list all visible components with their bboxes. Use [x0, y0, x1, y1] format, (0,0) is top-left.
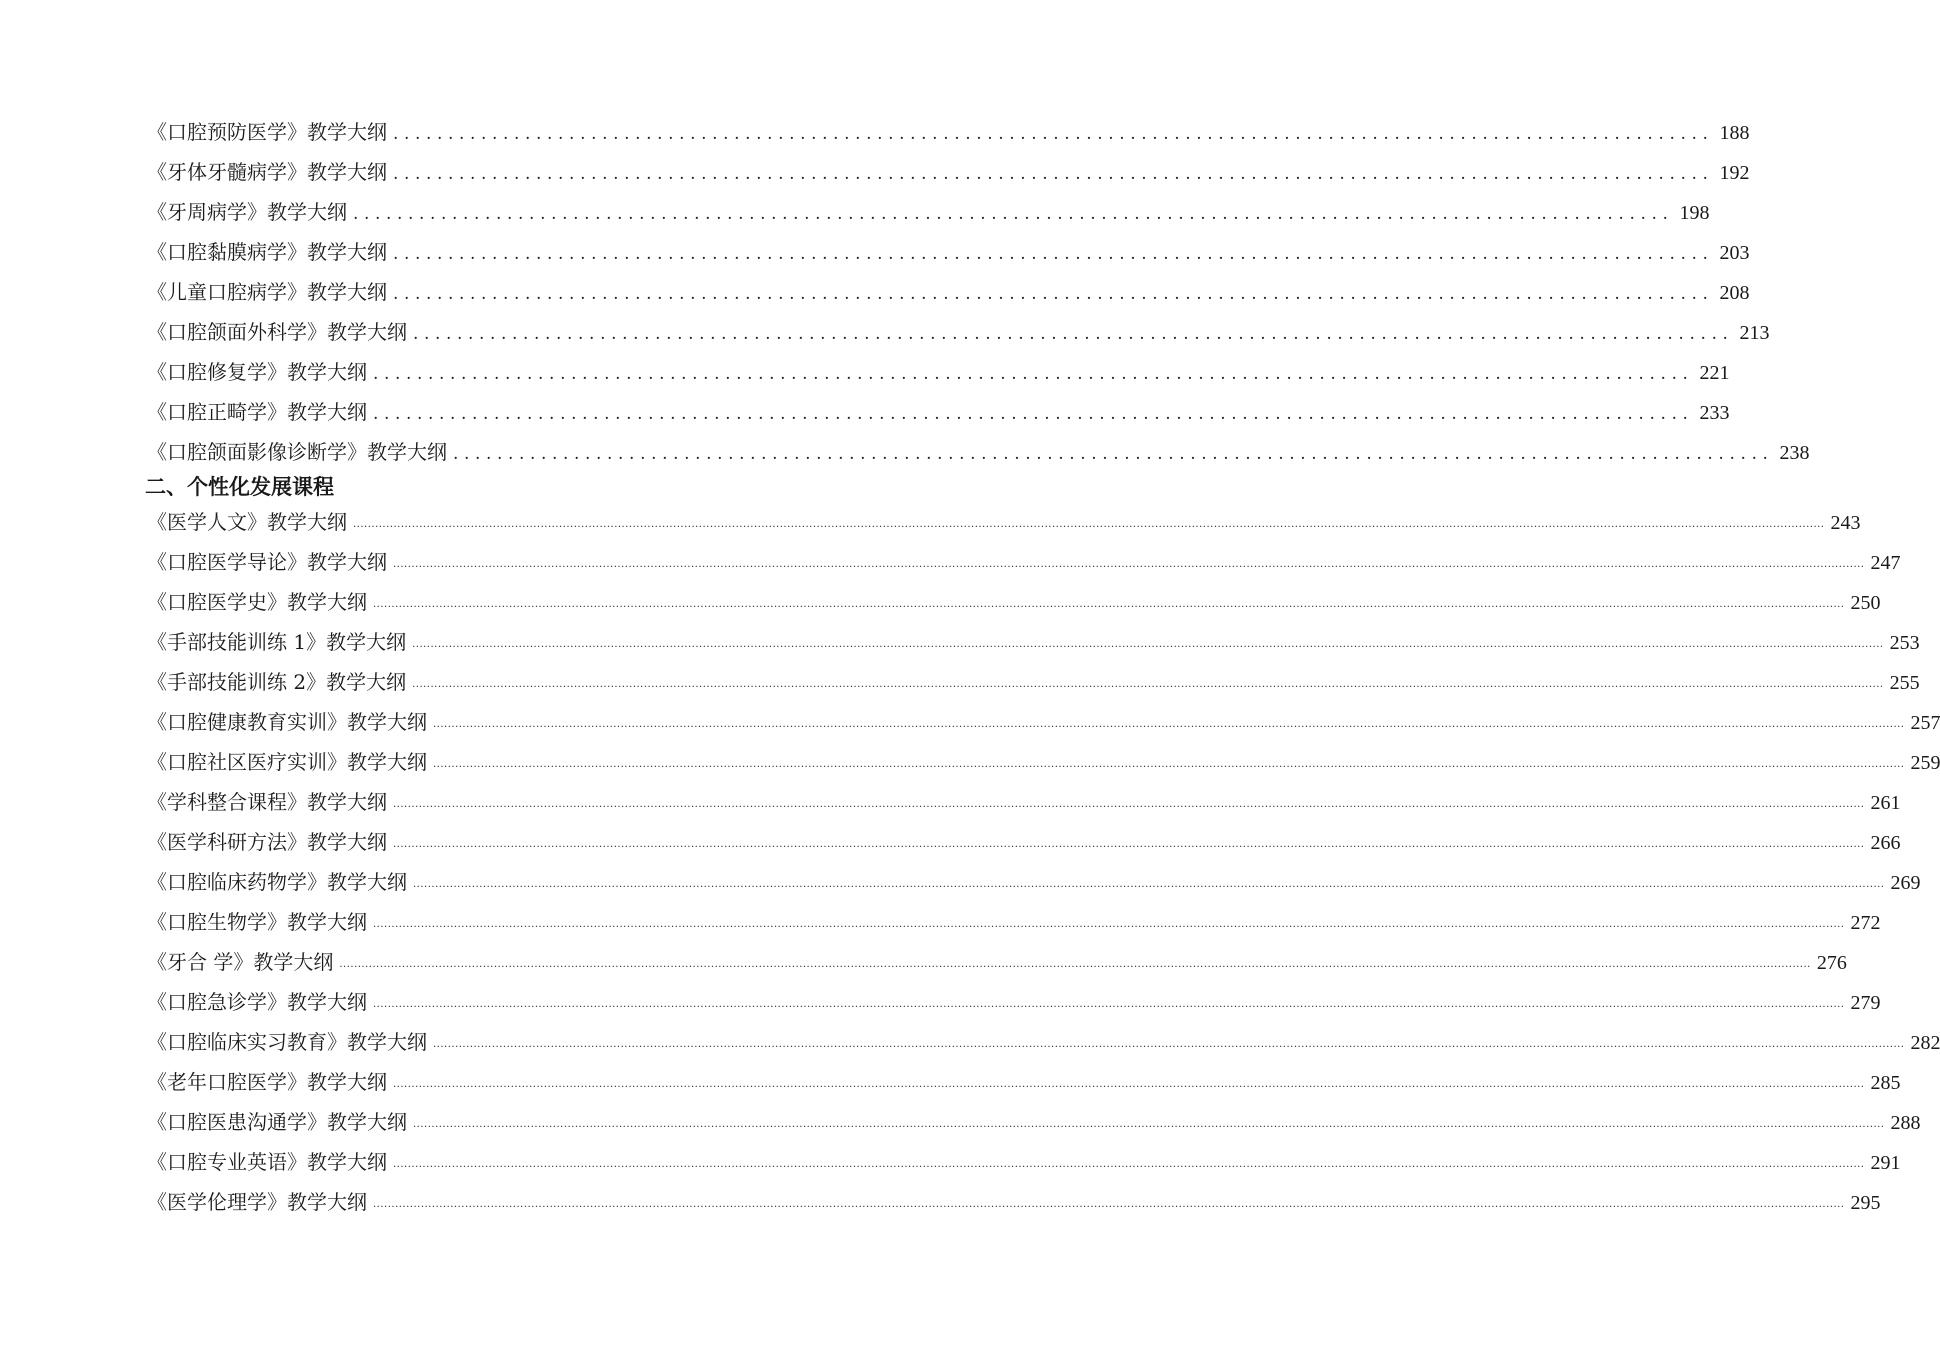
toc-entry-title: 《口腔医学史》教学大纲 — [147, 590, 367, 614]
toc-entry[interactable] — [147, 622, 1920, 662]
toc-dot-leader: ................................................................................................................................................................................................................................................................................................................................................................................................................ — [412, 639, 1884, 650]
toc-dot-leader: ........................................................................................................................ — [373, 404, 1694, 424]
toc-entry-title: 《口腔修复学》教学大纲 — [147, 360, 367, 384]
toc-part1-list — [147, 112, 1810, 472]
toc-entry[interactable] — [147, 742, 1940, 782]
toc-entry[interactable] — [147, 1102, 1921, 1142]
toc-entry[interactable] — [147, 112, 1750, 152]
toc-dot-leader: ................................................................................................................................................................................................................................................................................................................................................................................................................ — [393, 559, 1865, 570]
toc-dot-leader: ........................................................................................................................ — [413, 324, 1734, 344]
toc-entry-title: 《手部技能训练 1》教学大纲 — [147, 630, 407, 654]
toc-page-number: 285 — [1870, 1072, 1901, 1094]
toc-entry-title: 《口腔临床药物学》教学大纲 — [147, 870, 407, 894]
toc-entry[interactable] — [147, 232, 1750, 272]
toc-dot-leader: ................................................................................................................................................................................................................................................................................................................................................................................................................ — [393, 1159, 1865, 1170]
toc-entry-title: 《儿童口腔病学》教学大纲 — [147, 280, 387, 304]
toc-entry-title: 《口腔生物学》教学大纲 — [147, 910, 367, 934]
toc-entry-title: 《口腔急诊学》教学大纲 — [147, 990, 367, 1014]
toc-page-number: 269 — [1890, 872, 1921, 894]
toc-page-number: 213 — [1739, 322, 1770, 344]
toc-entry[interactable] — [147, 1142, 1901, 1182]
toc-entry-title: 《口腔颌面外科学》教学大纲 — [147, 320, 407, 344]
toc-dot-leader: ........................................................................................................................ — [393, 124, 1714, 144]
toc-entry[interactable] — [147, 542, 1901, 582]
toc-entry[interactable] — [147, 902, 1881, 942]
toc-dot-leader: ........................................................................................................................ — [353, 204, 1674, 224]
toc-entry[interactable] — [147, 272, 1750, 312]
toc-dot-leader: ................................................................................................................................................................................................................................................................................................................................................................................................................ — [373, 599, 1845, 610]
toc-page-number: 261 — [1870, 792, 1901, 814]
toc-dot-leader: ................................................................................................................................................................................................................................................................................................................................................................................................................ — [373, 1199, 1845, 1210]
toc-dot-leader: ................................................................................................................................................................................................................................................................................................................................................................................................................ — [339, 959, 1811, 970]
toc-entry-title: 《口腔社区医疗实训》教学大纲 — [147, 750, 427, 774]
toc-entry[interactable] — [147, 822, 1901, 862]
toc-dot-leader: ................................................................................................................................................................................................................................................................................................................................................................................................................ — [413, 879, 1885, 890]
toc-entry[interactable] — [147, 192, 1710, 232]
toc-entry[interactable] — [147, 662, 1920, 702]
toc-entry-title: 《医学人文》教学大纲 — [147, 510, 347, 534]
toc-page-number: 288 — [1890, 1112, 1921, 1134]
toc-dot-leader: ................................................................................................................................................................................................................................................................................................................................................................................................................ — [393, 839, 1865, 850]
toc-dot-leader: ................................................................................................................................................................................................................................................................................................................................................................................................................ — [412, 679, 1884, 690]
toc-dot-leader: ........................................................................................................................ — [393, 244, 1714, 264]
toc-entry[interactable] — [147, 1022, 1940, 1062]
toc-page-number: 279 — [1850, 992, 1881, 1014]
toc-page-number: 295 — [1850, 1192, 1881, 1214]
toc-page-number: 238 — [1779, 442, 1810, 464]
toc-dot-leader: ........................................................................................................................ — [393, 164, 1714, 184]
toc-entry[interactable] — [147, 782, 1901, 822]
toc-section2-list — [147, 502, 1940, 1222]
toc-entry[interactable] — [147, 352, 1730, 392]
toc-page-number: 208 — [1719, 282, 1750, 304]
toc-dot-leader: ................................................................................................................................................................................................................................................................................................................................................................................................................ — [353, 519, 1825, 530]
toc-page-number: 276 — [1816, 952, 1847, 974]
toc-entry-title: 《口腔黏膜病学》教学大纲 — [147, 240, 387, 264]
toc-dot-leader: ................................................................................................................................................................................................................................................................................................................................................................................................................ — [413, 1119, 1885, 1130]
toc-entry-title: 《老年口腔医学》教学大纲 — [147, 1070, 387, 1094]
section-heading: 二、个性化发展课程 — [145, 475, 334, 499]
toc-page-number: 291 — [1870, 1152, 1901, 1174]
toc-dot-leader: ................................................................................................................................................................................................................................................................................................................................................................................................................ — [433, 719, 1905, 730]
toc-page-number: 266 — [1870, 832, 1901, 854]
toc-entry-title: 《口腔专业英语》教学大纲 — [147, 1150, 387, 1174]
toc-dot-leader: ................................................................................................................................................................................................................................................................................................................................................................................................................ — [433, 759, 1905, 770]
toc-page-number: 192 — [1719, 162, 1750, 184]
toc-page-number: 253 — [1889, 632, 1920, 654]
toc-dot-leader: ........................................................................................................................ — [393, 284, 1714, 304]
toc-entry[interactable] — [147, 702, 1940, 742]
toc-page-number: 188 — [1719, 122, 1750, 144]
toc-entry[interactable] — [147, 1062, 1901, 1102]
toc-page-number: 272 — [1850, 912, 1881, 934]
toc-entry-title: 《牙合 学》教学大纲 — [147, 950, 334, 974]
toc-entry[interactable] — [147, 392, 1730, 432]
toc-page-number: 259 — [1910, 752, 1940, 774]
toc-entry[interactable] — [147, 152, 1750, 192]
toc-entry[interactable] — [147, 312, 1770, 352]
toc-entry-title: 《手部技能训练 2》教学大纲 — [147, 670, 407, 694]
toc-entry-title: 《医学伦理学》教学大纲 — [147, 1190, 367, 1214]
toc-dot-leader: ................................................................................................................................................................................................................................................................................................................................................................................................................ — [433, 1039, 1905, 1050]
toc-entry-title: 《口腔医学导论》教学大纲 — [147, 550, 387, 574]
toc-page-number: 255 — [1889, 672, 1920, 694]
table-of-contents — [145, 112, 1940, 1222]
toc-dot-leader: ................................................................................................................................................................................................................................................................................................................................................................................................................ — [393, 1079, 1865, 1090]
toc-entry[interactable] — [147, 942, 1847, 982]
toc-entry[interactable] — [147, 982, 1881, 1022]
toc-entry[interactable] — [147, 502, 1861, 542]
toc-entry-title: 《口腔临床实习教育》教学大纲 — [147, 1030, 427, 1054]
toc-page-number: 257 — [1910, 712, 1940, 734]
toc-page-number: 233 — [1699, 402, 1730, 424]
toc-entry-title: 《口腔预防医学》教学大纲 — [147, 120, 387, 144]
toc-entry-title: 《牙体牙髓病学》教学大纲 — [147, 160, 387, 184]
toc-dot-leader: ........................................................................................................................ — [453, 444, 1774, 464]
toc-page-number: 247 — [1870, 552, 1901, 574]
toc-page-number: 203 — [1719, 242, 1750, 264]
toc-dot-leader: ........................................................................................................................ — [373, 364, 1694, 384]
toc-entry-title: 《牙周病学》教学大纲 — [147, 200, 347, 224]
toc-entry-title: 《医学科研方法》教学大纲 — [147, 830, 387, 854]
toc-entry[interactable] — [147, 582, 1881, 622]
toc-page-number: 221 — [1699, 362, 1730, 384]
toc-page-number: 250 — [1850, 592, 1881, 614]
toc-entry-title: 《口腔颌面影像诊断学》教学大纲 — [147, 440, 447, 464]
toc-page-number: 282 — [1910, 1032, 1940, 1054]
toc-entry-title: 《口腔正畸学》教学大纲 — [147, 400, 367, 424]
toc-entry-title: 《学科整合课程》教学大纲 — [147, 790, 387, 814]
toc-entry[interactable] — [147, 1182, 1881, 1222]
toc-page-number: 198 — [1679, 202, 1710, 224]
toc-dot-leader: ................................................................................................................................................................................................................................................................................................................................................................................................................ — [373, 919, 1845, 930]
toc-entry[interactable] — [147, 432, 1810, 472]
toc-entry-title: 《口腔健康教育实训》教学大纲 — [147, 710, 427, 734]
toc-page-number: 243 — [1830, 512, 1861, 534]
toc-entry[interactable] — [147, 862, 1921, 902]
toc-entry-title: 《口腔医患沟通学》教学大纲 — [147, 1110, 407, 1134]
toc-dot-leader: ................................................................................................................................................................................................................................................................................................................................................................................................................ — [393, 799, 1865, 810]
toc-dot-leader: ................................................................................................................................................................................................................................................................................................................................................................................................................ — [373, 999, 1845, 1010]
